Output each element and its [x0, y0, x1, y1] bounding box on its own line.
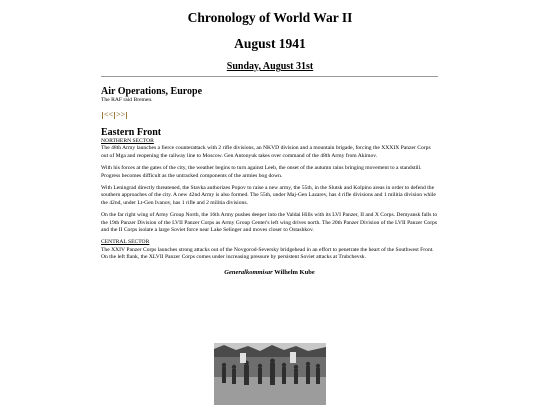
caption-name: Wilhelm Kube — [272, 269, 315, 277]
nav-bar-right — [126, 112, 127, 119]
air-operations-heading: Air Operations, Europe — [101, 86, 203, 97]
central-sector-label: CENTRAL SECTOR — [101, 239, 150, 246]
nav-bar-left — [102, 112, 103, 119]
next-day-link[interactable]: >> — [116, 110, 126, 120]
historical-photo — [214, 343, 326, 405]
paragraph-4: On the far right wing of Army Group North, the 16th Army pushes deeper into the Valdai Hills with its LVI Panzer, II and X Corps. Demyansk falls to the 19th Panzer Division of the LVII Panzer Corps as Army Group Center's left wing drives north. The 20th Panzer Division of the LVII Panzer Corps and the II Corps isolate a large Soviet force near Lake Selinger and moves closer to Ostashkov. — [101, 212, 438, 233]
northern-sector-label: NORTHERN SECTOR — [101, 138, 154, 145]
divider — [101, 76, 438, 77]
date-heading: Sunday, August 31st — [226, 61, 314, 72]
page-title: Chronology of World War II — [187, 10, 353, 25]
previous-day-link[interactable]: << — [104, 110, 114, 120]
eastern-front-heading: Eastern Front — [101, 127, 162, 139]
photo-illustration — [214, 343, 326, 405]
day-navigation — [101, 110, 438, 119]
air-operations-text: The RAF raid Bremen. — [101, 97, 153, 103]
paragraph-5: The XXIV Panzer Corps launches strong attacks out of the Novgorod-Seversky bridgehead in an effort to penetrate the heart of the Southwest Front. On the left flank, the XLVII Panzer Corps comes under increasing pressure by persistent Soviet attacks at Trubchevsk. — [101, 246, 434, 260]
paragraph-1: The 48th Army launches a fierce counterattack with 2 rifle divisions, an NKVD division and a mountain brigade, forcing the XXXIX Panzer Corps out of Mga and reopening the railway line to Moscow. Gen Antonyuk takes over command of the 48th Army from Akimov. — [101, 145, 431, 159]
photo-caption — [101, 269, 438, 276]
caption-italic: Generalkommisar — [224, 269, 273, 277]
paragraph-2: With his forces at the gates of the city, the weather begins to turn against Leeb, the onset of the autumn rains bringing movement to a standstill. Progress becomes difficult as the untracked components of the armies bog down. — [101, 165, 422, 179]
month-heading: August 1941 — [234, 36, 306, 51]
nav-bar-middle — [114, 112, 115, 119]
paragraph-3: With Leningrad directly threatened, the Stavka authorizes Popov to raise a new army, the 55th, in the Slutsk and Kolpino areas in order to defend the southern approaches of the city. A new 42nd Army is also formed. The 55th, under Maj-Gen Lazarev, has 4 rifle divisions and 1 militia division while the 42nd, under Lt-Gen Ivanov, has 1 rifle and 2 militia divisions. — [101, 185, 436, 206]
main-content — [101, 86, 438, 276]
